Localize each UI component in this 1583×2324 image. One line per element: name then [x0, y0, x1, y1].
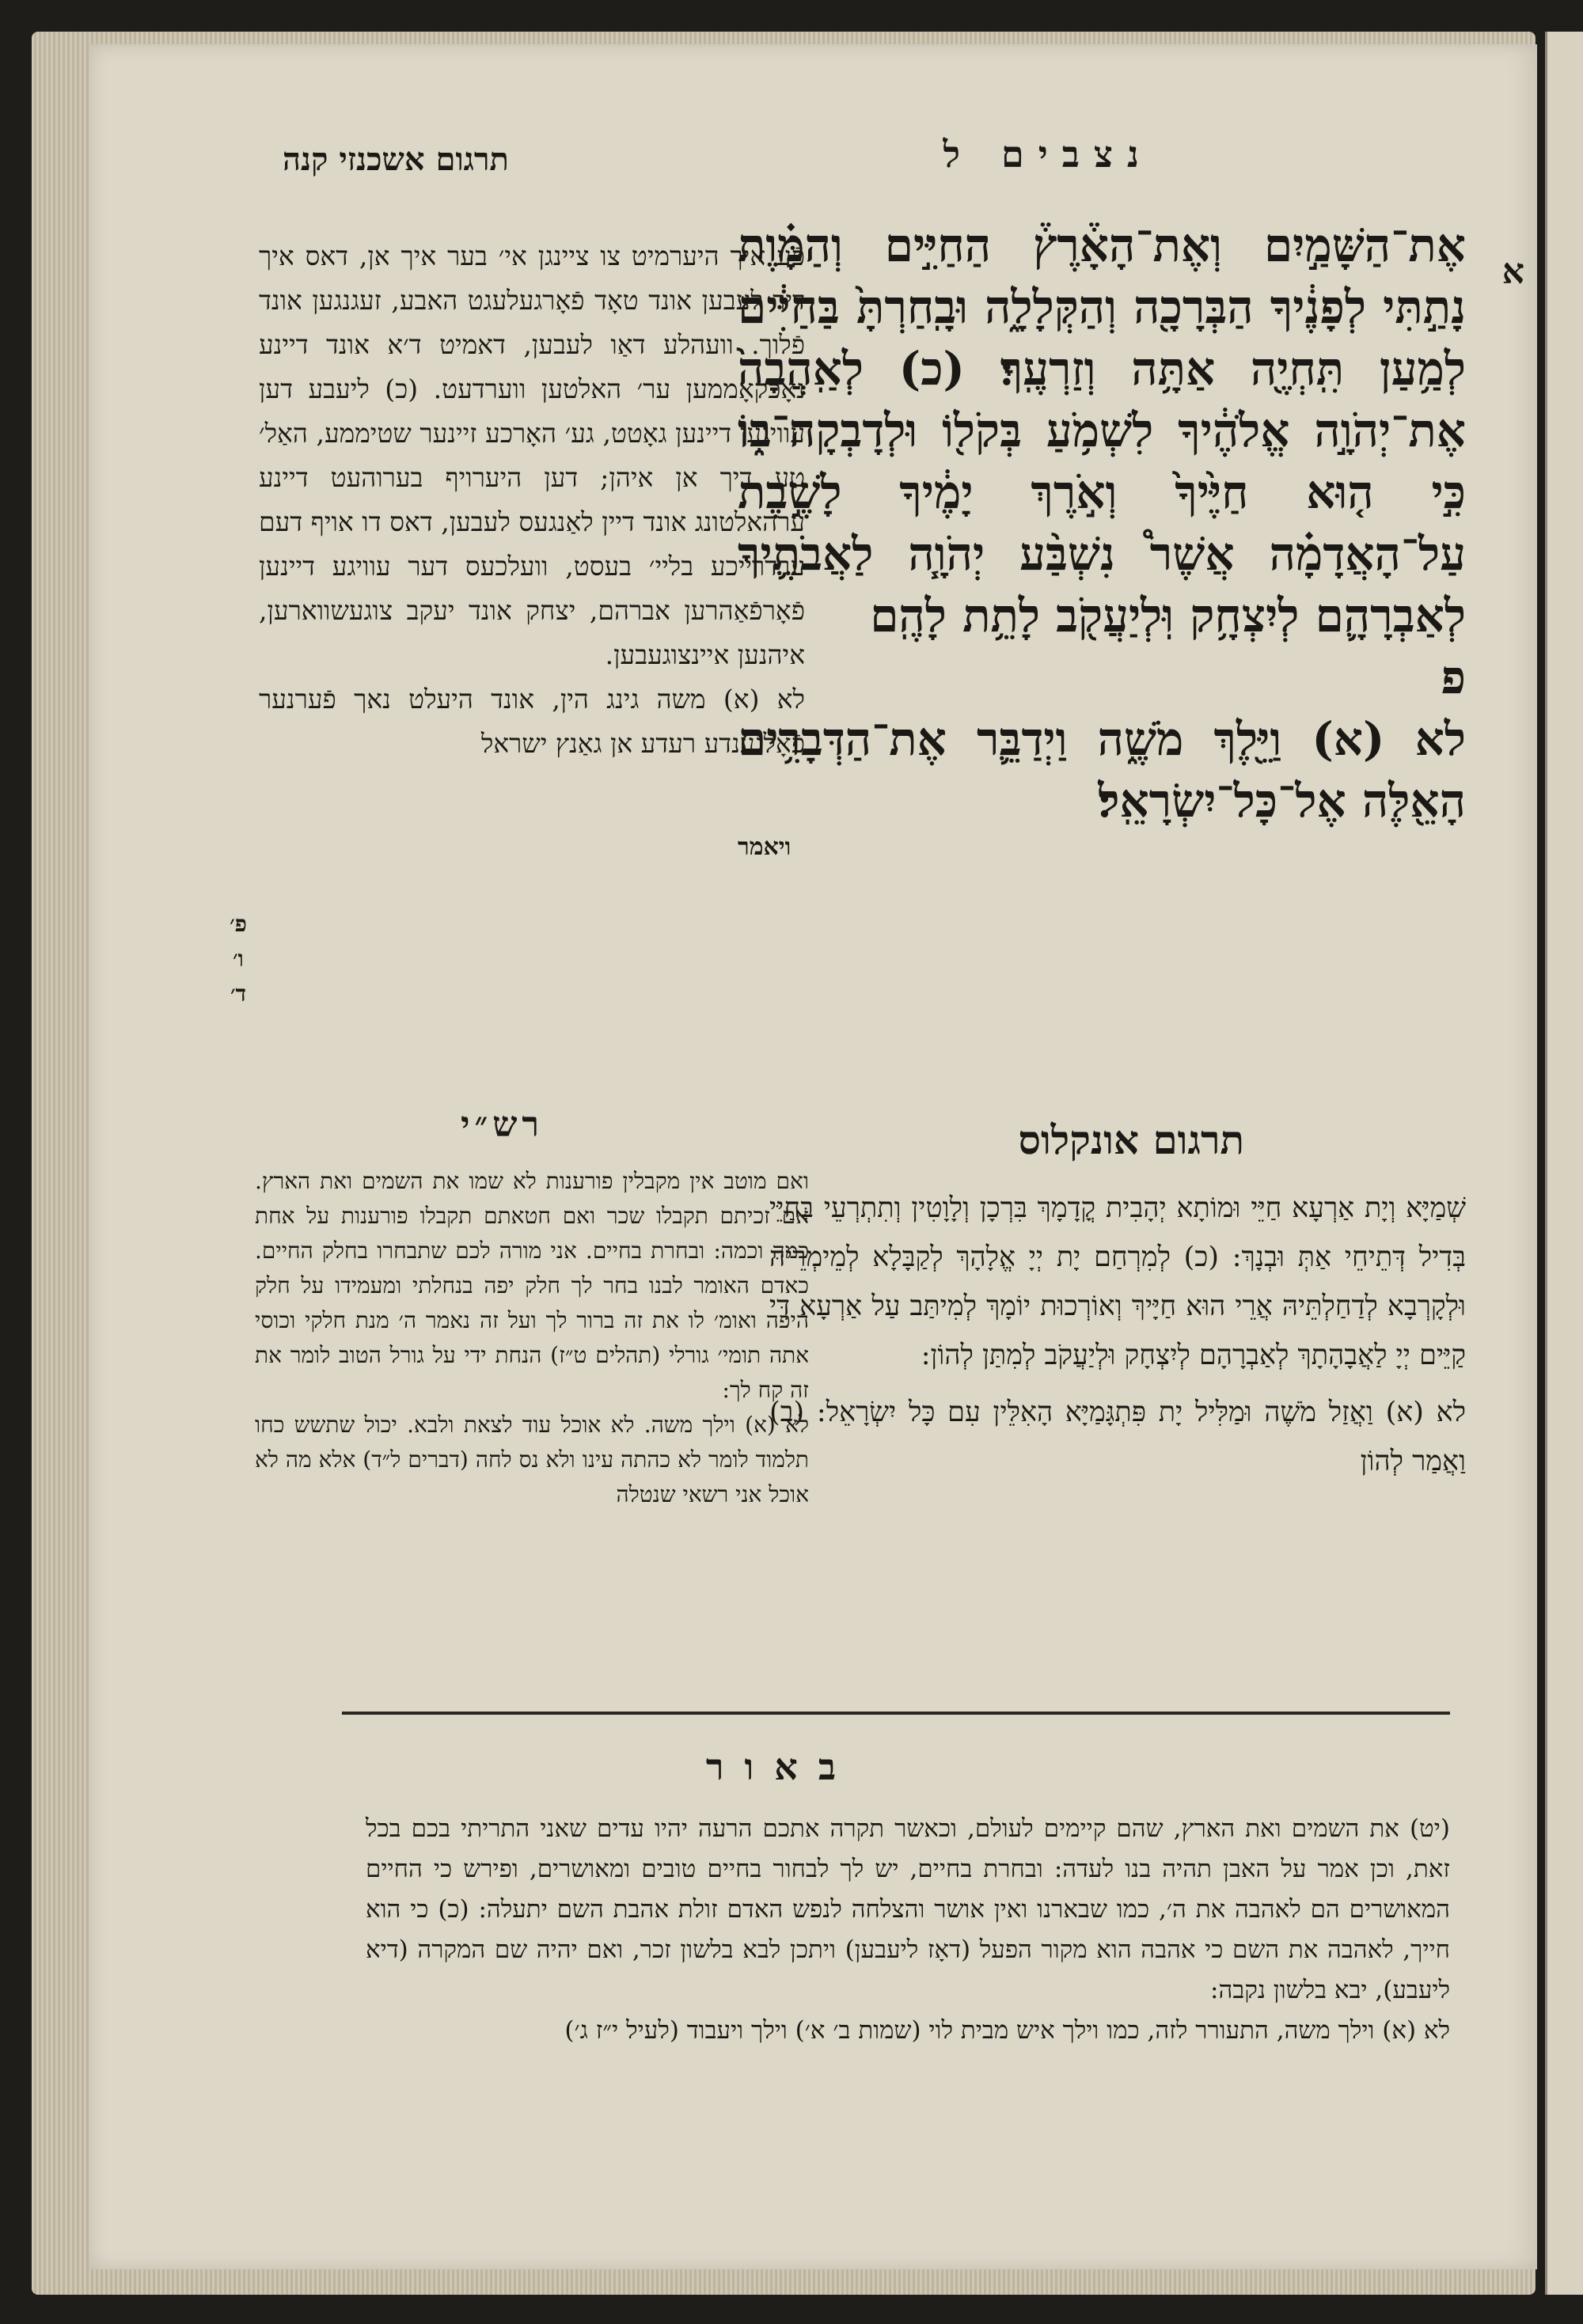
biur-paragraph: (יט) את השמים ואת הארץ, שהם קיימים לעולם, וכאשר תקרה אתכם הרעה יהיו עדים שאני התריתי בכם בכל זאת, וכן אמר על האבן תהיה בנו לעדה: ובחרת בחיים, יש לך לבחור בחיים טובים ומאושרים, ופירש כי החיים המאושרים הם לאהבה את ה׳, כמו שבארנו ואין אושר והצלחה לנפש האדם זולת אהבת השם יתעלה: (כ) כי הוא חייך, לאהבה את השם כי אהבה הוא מקור הפעל (דאָז ליעבען) ויתכן לבא בלשון זכר, ואם יהיה שם המקרה (דיא ליעבע), יבא בלשון נקבה:	[366, 1814, 1450, 2004]
catchword: ויאמר	[738, 833, 792, 861]
german-translation	[259, 234, 805, 766]
onkelos-text	[769, 1184, 1466, 1494]
translation-paragraph: פֿע איך היערמיט צו ציינגן אי׳ בער איך אן, דאס איך דיר לעבען אונד טאָד פֿאָרגעלעגט האבע, זעגנגען אונד פֿלוך. וועהלע דאַו לעבען, דאמיט ד׳א אונד דיינע נאָכקאָממען ער׳ האלטען ווערדעט. (כ) ליעבע דען עוויגען דיינען גאָטט, גע׳ האָרכע זיינער שטיממע, האַל׳ טע דיך אן איהן; דען היערויף בערוהעט דיינע ערהאלטונג אונד דיין לאַנגעס לעבען, דאס דו אויף דעם ערדרייכע בליי׳ בעסט, וועלכעס דער עוויגע דיינען פֿאָרפֿאַהרען אברהם, יצחק אונד יעקב צוגעשווארען, איהנען איינצוגעבען.	[259, 241, 805, 670]
rashi-commentary	[255, 1164, 809, 1512]
translation-paragraph: לא (א) משה גינג הין, אונד היעלט נאך פֿערנער פֿאָלגענדע רעדע אן גאַנץ ישראל	[259, 684, 805, 759]
rashi-paragraph: לא (א) וילך משה. לא אוכל עוד לצאת ולבא. יכול שתשש כחו תלמוד לומר לא כהתה עינו ולא נס לחה (דברים ל״ד) אלא מה לא אוכל אני רשאי שנטלה	[255, 1412, 809, 1507]
verse-marker: א	[1501, 252, 1524, 292]
biur-paragraph: לא (א) וילך משה, התעורר לזה, כמו וילך איש מבית לוי (שמות ב׳ א׳) וילך ויעבוד (לעיל י״ז ג׳)	[564, 2016, 1450, 2045]
torah-verse-block: אֶת־הַשָּׁמַ֣יִם וְאֶת־הָאָ֒רֶץ֒ הַחַיִּ֣ים וְהַמָּ֗וֶת נָתַ֣תִּי לְפָנֶ֔יךָ הַבְּרָכָ֖ה וְהַקְּלָלָ֑ה וּבָֽחַרְתָּ֙ בַּחַיִּ֔ים לְמַ֥עַן תִּֽחְיֶ֖ה אַתָּ֥ה וְזַרְעֶֽךָ׃ (כ) לְאַֽהֲבָה֙ אֶת־יְהֹוָ֣ה אֱלֹהֶ֔יךָ לִשְׁמֹ֥עַ בְּקֹל֖וֹ וּלְדָבְקָה־ב֑וֹ כִּ֣י ה֤וּא חַיֶּ֙יךָ֙ וְאֹ֣רֶךְ יָמֶ֔יךָ לָשֶׁ֣בֶת עַל־הָאֲדָמָ֗ה אֲשֶׁר֩ נִשְׁבַּ֨ע יְהֹוָ֧ה לַאֲבֹתֶ֛יךָ לְאַבְרָהָ֛ם לְיִצְחָ֥ק וּֽלְיַעֲקֹ֖ב לָתֵ֥ת לָהֶֽם	[738, 218, 1466, 643]
onkelos-title: תרגום אונקלוס	[1018, 1117, 1244, 1163]
onkelos-paragraph: לא (א) וַאֲזַל מֹשֶׁה וּמַלִּיל יָת פִּתְגָּמַיָּא הָאִלֵּין עִם כָּל יִשְׂרָאֵל: (ב) וַאֲמַר לְהוֹן	[769, 1397, 1466, 1477]
running-head-right: נצבים ל	[943, 133, 1153, 176]
book-page	[89, 44, 1537, 2269]
running-head-left: תרגום אשכנזי קנה	[283, 141, 509, 178]
torah-text	[738, 214, 1466, 863]
petucha-mark: פ	[1441, 650, 1466, 704]
rashi-title: רש״י	[461, 1105, 545, 1145]
rashi-paragraph: ואם מוטב אין מקבלין פורענות לא שמו את השמים ואת הארץ. אם זכיתם תקבלו שכר ואם חטאתם תקבלו פורענות על אחת כמה וכמה: ובחרת בחיים. אני מורה לכם שתבחרו בחלק החיים. כאדם האומר לבנו בחר לך חלק יפה בנחלתי ומעמידו על חלק היפה ואומ׳ לו את זה ברור לך ועל זה נאמר ה׳ מנת חלקי וכוסי אתה תומי׳ גורלי (תהלים ט״ז) הנחת ידי על גורל הטוב לומר את זה קח לך:	[255, 1168, 810, 1403]
side-marks: פ׳ ו׳ ד׳	[230, 911, 247, 1007]
divider-rule	[342, 1712, 1450, 1715]
biur-title: באור	[705, 1746, 856, 1788]
torah-verse-block: לא (א) וַיֵּ֖לֶךְ מֹשֶׁ֑ה וַיְדַבֵּ֛ר אֶת־הַדְּבָרִ֥ים הָאֵ֖לֶּה אֶל־כָּל־יִשְׂרָאֵֽל׃	[738, 712, 1466, 828]
facing-page	[1545, 32, 1583, 2295]
onkelos-paragraph: שְׁמַיָּא וְיָת אַרְעָא חַיֵּי וּמוֹתָא יְהָבִית קֳדָמָךְ בִּרְכָן וְלָוָטִין וְתִתְרְעֵי בְּחַיֵּי בְּדִיל דְּתֵיחֵי אַתְּ וּבְנָךְ: (כ) לְמִרְחַם יָת יְיָ אֱלָהָךְ לְקַבָּלָא לְמֵימְרֵיהּ וּלְקָרְבָא לְדַחַלְתֵּיהּ אֲרֵי הוּא חַיָּיךְ וְאוֹרְכוּת יוֹמָךְ לְמִיתַּב עַל אַרְעָא דִּי קַיֵּים יְיָ לַאֲבָהָתָךְ לְאַבְרָהָם לְיִצְחָק וּלְיַעֲקֹב לְמִתַּן לְהוֹן:	[769, 1192, 1466, 1371]
biur-commentary	[366, 1809, 1450, 2051]
